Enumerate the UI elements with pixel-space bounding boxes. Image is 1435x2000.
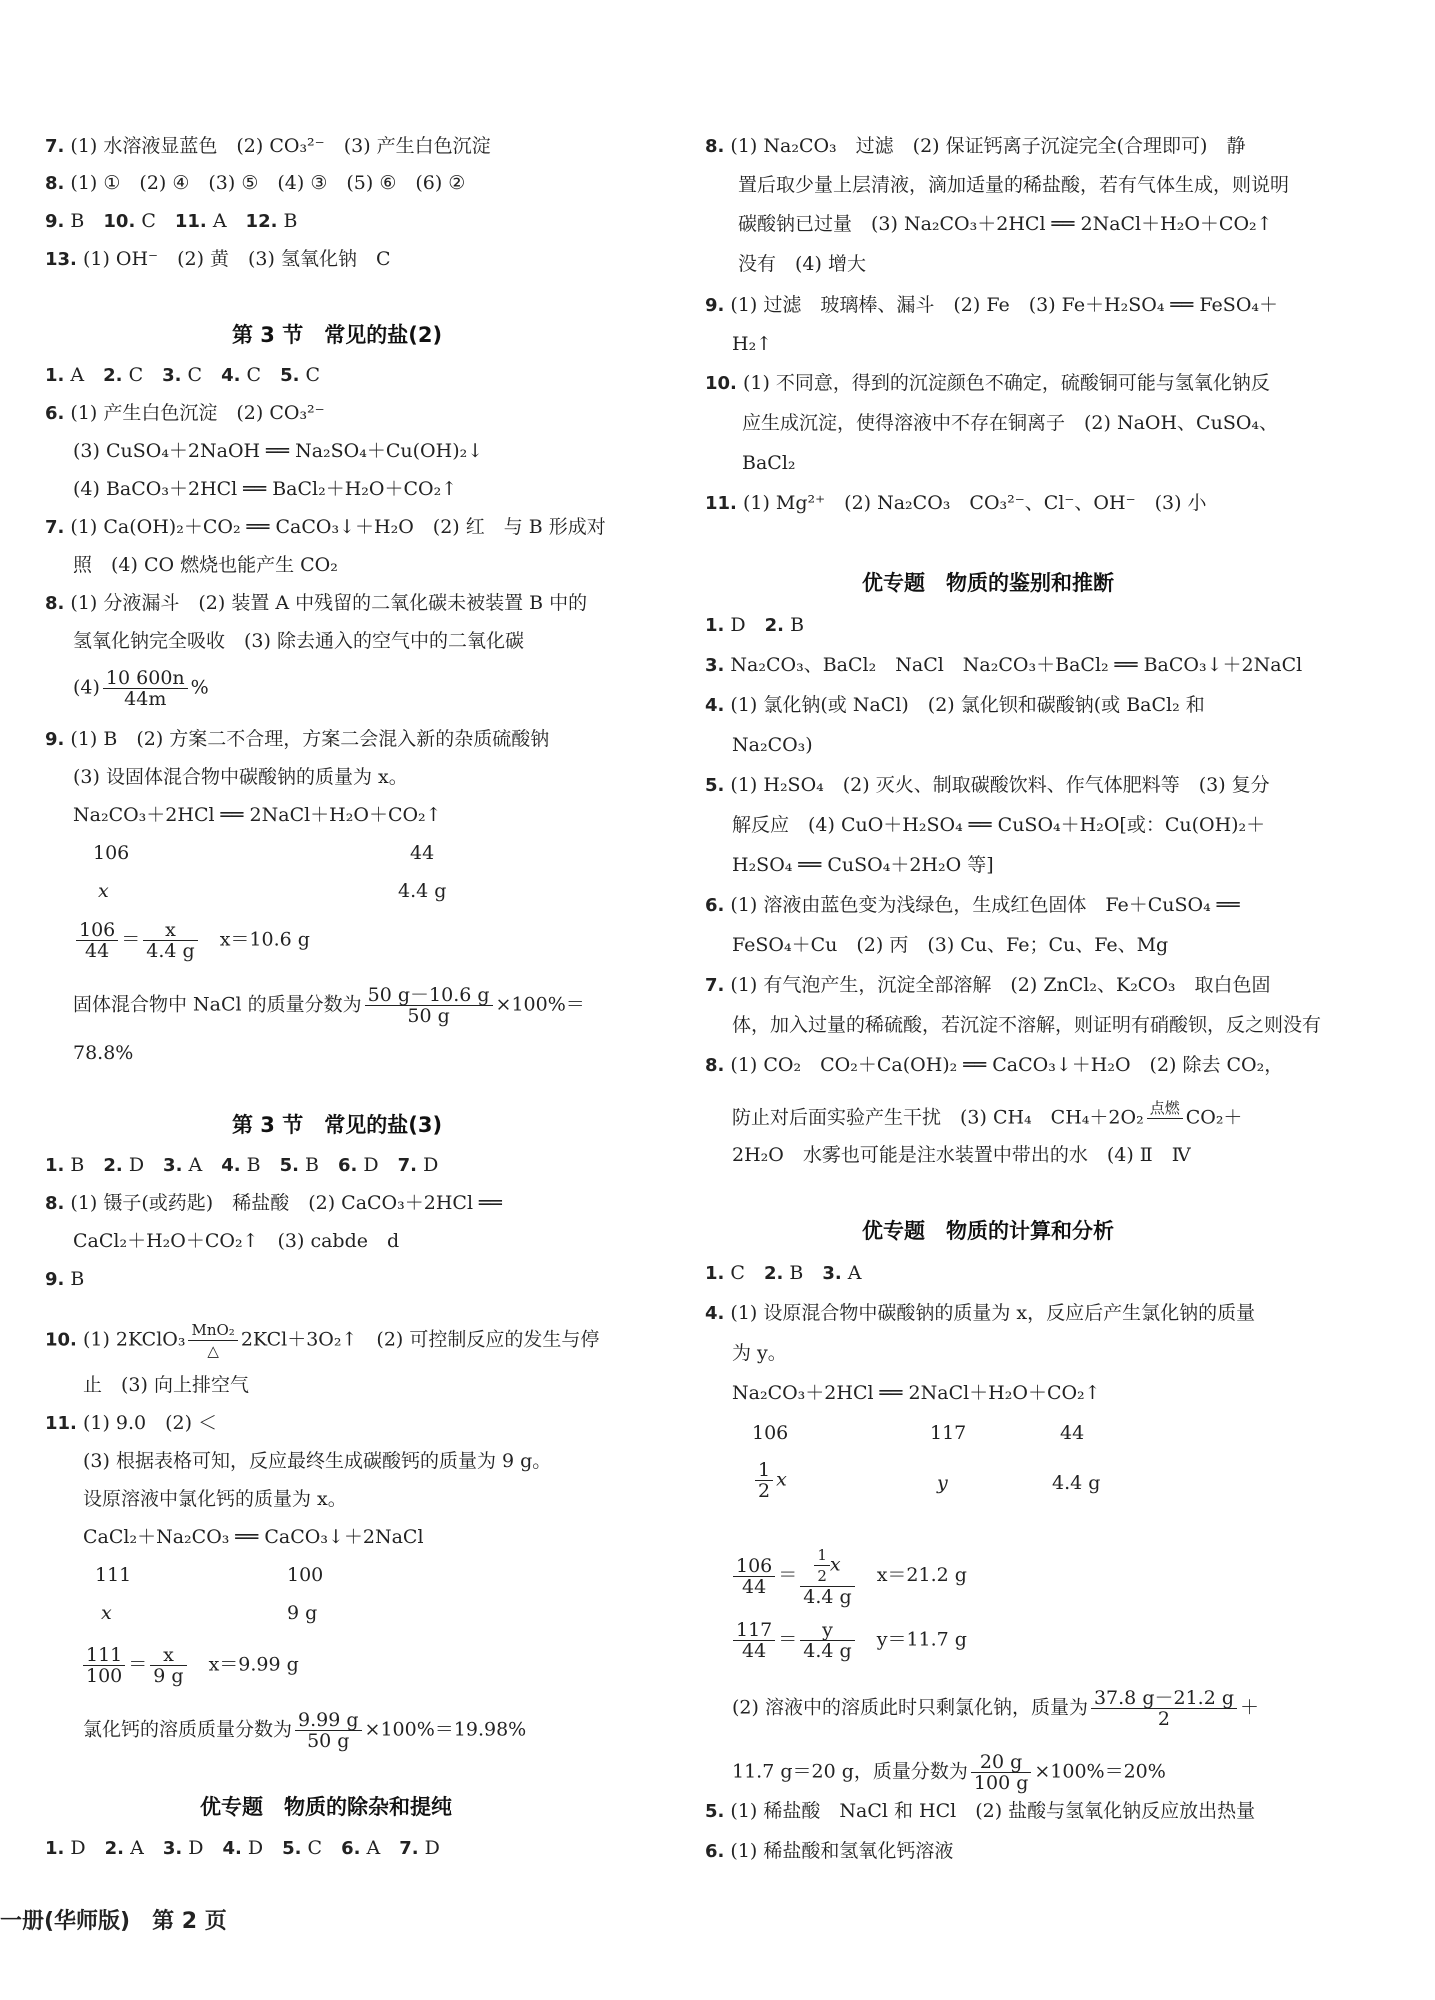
- equation-line: CaCl₂＋Na₂CO₃ ══ CaCO₃↓＋2NaCl: [83, 1526, 424, 1548]
- fraction: $\frac{106}{44}$: [76, 920, 118, 961]
- fraction: $\frac{111}{100}$: [83, 1645, 125, 1686]
- answer-line: 6. (1) 产生白色沉淀 (2) CO₃²⁻: [45, 402, 325, 424]
- answer-line: 11. (1) Mg²⁺ (2) Na₂CO₃ CO₃²⁻、Cl⁻、OH⁻ (3) 小: [705, 492, 1207, 514]
- answer-line: 9. B: [45, 1268, 85, 1290]
- formula-line: 11.7 g＝20 g，质量分数为 $\frac{20 g}{100 g}$ ×100%＝20%: [732, 1751, 1166, 1794]
- ratio-value: 4.4 g: [1052, 1472, 1101, 1494]
- section-heading: 第 3 节 常见的盐(2): [232, 323, 443, 347]
- answer-line: 8. (1) 分液漏斗 (2) 装置 A 中残留的二氧化碳未被装置 B 中的: [45, 592, 588, 614]
- answer-line: 8. (1) ① (2) ④ (3) ⑤ (4) ③ (5) ⑥ (6) ②: [45, 172, 466, 194]
- formula-line: $\frac{106}{44}$ ＝ $\frac{x}{4.4 g}$ x＝10.6 g: [73, 920, 310, 961]
- fraction: $\frac{x}{9 g}$: [150, 1645, 186, 1686]
- formula-line: 固体混合物中 NaCl 的质量分数为 $\frac{50 g-10.6 g}{50 g}$ ×100%＝: [73, 984, 585, 1027]
- answer-line: 碳酸钠已过量 (3) Na₂CO₃＋2HCl ══ 2NaCl＋H₂O＋CO₂↑: [738, 213, 1273, 235]
- answer-line: BaCl₂: [742, 452, 796, 474]
- answer-line: 3. Na₂CO₃、BaCl₂ NaCl Na₂CO₃＋BaCl₂ ══ BaCO₃↓＋2NaCl: [705, 654, 1303, 676]
- answer-line: 7. (1) Ca(OH)₂＋CO₂ ══ CaCO₃↓＋H₂O (2) 红 与 B 形成对: [45, 516, 606, 538]
- equation-line: Na₂CO₃＋2HCl ══ 2NaCl＋H₂O＋CO₂↑: [732, 1382, 1101, 1404]
- ratio-value: y: [937, 1472, 948, 1494]
- section-heading: 优专题 物质的鉴别和推断: [862, 571, 1114, 595]
- ratio-value: 117: [930, 1422, 967, 1444]
- fraction: $\frac{x}{4.4 g}$: [143, 920, 197, 961]
- answer-line: 设原溶液中氯化钙的质量为 x。: [83, 1488, 347, 1510]
- fraction: $\frac{10 600n}{44m}$: [103, 668, 188, 709]
- fraction: $\frac{1}{2}$: [755, 1460, 773, 1501]
- answer-line: 2H₂O 水雾也可能是注水装置中带出的水 (4) Ⅱ Ⅳ: [732, 1144, 1191, 1166]
- answer-line: 氢氧化钠完全吸收 (3) 除去通入的空气中的二氧化碳: [73, 630, 524, 652]
- answer-line: 9. B 10. C 11. A 12. B: [45, 210, 298, 232]
- section-heading: 优专题 物质的计算和分析: [862, 1219, 1114, 1243]
- ratio-value: 44: [1060, 1422, 1085, 1444]
- formula-line: (4) $\frac{10 600n}{44m}$ %: [73, 667, 209, 710]
- ratio-value: x: [101, 1602, 112, 1624]
- answer-line: (3) 设固体混合物中碳酸钠的质量为 x。: [73, 766, 408, 788]
- answer-line: 1. D 2. B: [705, 614, 805, 636]
- answer-line: 8. (1) CO₂ CO₂＋Ca(OH)₂ ══ CaCO₃↓＋H₂O (2) 除去 CO₂，: [705, 1054, 1284, 1076]
- answer-line: 7. (1) 水溶液显蓝色 (2) CO₃²⁻ (3) 产生白色沉淀: [45, 135, 491, 157]
- answer-line: CaCl₂＋H₂O＋CO₂↑ (3) cabde d: [73, 1230, 400, 1252]
- fraction: $\frac{50 g-10.6 g}{50 g}$: [365, 985, 493, 1026]
- answer-line: 1. D 2. A 3. D 4. D 5. C 6. A 7. D: [45, 1837, 440, 1859]
- section-heading: 第 3 节 常见的盐(3): [232, 1113, 443, 1137]
- answer-line: 没有 (4) 增大: [738, 253, 866, 275]
- ratio-value: 4.4 g: [398, 880, 447, 902]
- fraction: $\frac{y}{4.4 g}$: [800, 1620, 854, 1661]
- ratio-value: 44: [410, 842, 435, 864]
- right-column: [700, 0, 1435, 2000]
- answer-line: 4. (1) 设原混合物中碳酸钠的质量为 x，反应后产生氯化钠的质量: [705, 1302, 1256, 1324]
- answer-line: 10. (1) 不同意，得到的沉淀颜色不确定，硫酸铜可能与氢氧化钠反: [705, 372, 1270, 394]
- answer-line: H₂↑: [732, 333, 773, 355]
- formula-line: $\frac{111}{100}$ ＝ $\frac{x}{9 g}$ x＝9.99 g: [80, 1645, 299, 1686]
- answer-line: 1. C 2. B 3. A: [705, 1262, 862, 1284]
- answer-line: Na₂CO₃): [732, 734, 813, 756]
- answer-line: 78.8%: [73, 1042, 134, 1064]
- fraction: $\frac{9.99 g}{50 g}$: [295, 1710, 362, 1751]
- equation-line: (3) CuSO₄＋2NaOH ══ Na₂SO₄＋Cu(OH)₂↓: [73, 440, 484, 462]
- fraction: $\frac{37.8 g-21.2 g}{2}$: [1091, 1688, 1237, 1729]
- answer-line: 解反应 (4) CuO＋H₂SO₄ ══ CuSO₄＋H₂O[或：Cu(OH)₂＋: [732, 814, 1266, 836]
- answer-line: 4. (1) 氯化钠(或 NaCl) (2) 氯化钡和碳酸钠(或 BaCl₂ 和: [705, 694, 1205, 716]
- fraction: $\frac{1}{2}$ x 4.4 g: [800, 1545, 854, 1607]
- ratio-value: 111: [95, 1564, 132, 1586]
- answer-line: 10. (1) 2KClO₃ $\frac{\text{MnO₂}}{\triangle}$ 2KCl＋3O₂↑ (2) 可控制反应的发生与停: [45, 1321, 600, 1360]
- equation-line: (4) BaCO₃＋2HCl ══ BaCl₂＋H₂O＋CO₂↑: [73, 478, 458, 500]
- fraction: $\frac{20 g}{100 g}$: [971, 1752, 1031, 1793]
- answer-line: H₂SO₄ ══ CuSO₄＋2H₂O 等]: [732, 854, 994, 876]
- fraction: $\frac{106}{44}$: [733, 1556, 775, 1597]
- ratio-value: $\frac{1}{2}$ x: [752, 1460, 787, 1501]
- answer-line: 7. (1) 有气泡产生，沉淀全部溶解 (2) ZnCl₂、K₂CO₃ 取白色固: [705, 974, 1271, 996]
- answer-line: 6. (1) 溶液由蓝色变为浅绿色，生成红色固体 Fe＋CuSO₄ ══: [705, 894, 1240, 916]
- answer-line: 体，加入过量的稀硫酸，若沉淀不溶解，则证明有硝酸钡，反之则没有: [732, 1014, 1322, 1036]
- formula-line: 氯化钙的溶质质量分数为 $\frac{9.99 g}{50 g}$ ×100%＝19.98%: [83, 1709, 527, 1752]
- answer-line: 8. (1) Na₂CO₃ 过滤 (2) 保证钙离子沉淀完全(合理即可) 静: [705, 135, 1246, 157]
- answer-line: (3) 根据表格可知，反应最终生成碳酸钙的质量为 9 g。: [83, 1450, 552, 1472]
- reaction-condition: 点燃: [1147, 1098, 1183, 1139]
- ratio-value: 106: [93, 842, 130, 864]
- page-footer: 一册(华师版) 第 2 页: [0, 1909, 227, 1934]
- answer-line: 6. (1) 稀盐酸和氢氧化钙溶液: [705, 1840, 954, 1862]
- formula-line: $\frac{106}{44}$ ＝ $\frac{1}{2}$ x 4.4 g x＝21.2 g: [730, 1545, 967, 1607]
- answer-line: 8. (1) 镊子(或药匙) 稀盐酸 (2) CaCO₃＋2HCl ══: [45, 1192, 502, 1214]
- ratio-value: 9 g: [287, 1602, 318, 1624]
- answer-line: FeSO₄＋Cu (2) 丙 (3) Cu、Fe；Cu、Fe、Mg: [732, 934, 1169, 956]
- answer-line: 9. (1) 过滤 玻璃棒、漏斗 (2) Fe (3) Fe＋H₂SO₄ ══ FeSO₄＋: [705, 294, 1279, 316]
- answer-line: 应生成沉淀，使得溶液中不存在铜离子 (2) NaOH、CuSO₄、: [742, 412, 1279, 434]
- answer-line: 1. A 2. C 3. C 4. C 5. C: [45, 364, 321, 386]
- ratio-value: x: [98, 880, 109, 902]
- answer-line: 13. (1) OH⁻ (2) 黄 (3) 氢氧化钠 C: [45, 248, 391, 270]
- answer-line: 为 y。: [732, 1342, 787, 1364]
- answer-line: 止 (3) 向上排空气: [83, 1374, 249, 1396]
- answer-line: 照 (4) CO 燃烧也能产生 CO₂: [73, 554, 338, 576]
- answer-line: 1. B 2. D 3. A 4. B 5. B 6. D 7. D: [45, 1154, 439, 1176]
- answer-line: 5. (1) 稀盐酸 NaCl 和 HCl (2) 盐酸与氢氧化钠反应放出热量: [705, 1800, 1256, 1822]
- formula-line: $\frac{117}{44}$ ＝ $\frac{y}{4.4 g}$ y＝11.7 g: [730, 1620, 967, 1661]
- formula-line: (2) 溶液中的溶质此时只剩氯化钠，质量为 $\frac{37.8 g-21.2 g}{2}$ ＋: [732, 1687, 1259, 1730]
- answer-line: 置后取少量上层清液，滴加适量的稀盐酸，若有气体生成，则说明: [738, 174, 1290, 196]
- equation-line: Na₂CO₃＋2HCl ══ 2NaCl＋H₂O＋CO₂↑: [73, 804, 442, 826]
- ratio-value: 100: [287, 1564, 324, 1586]
- left-column: [0, 0, 680, 2000]
- ratio-value: 106: [752, 1422, 789, 1444]
- reaction-condition: $\frac{\text{MnO₂}}{\triangle}$: [188, 1320, 237, 1361]
- answer-line: 防止对后面实验产生干扰 (3) CH₄ CH₄＋2O₂ 点燃 CO₂＋: [732, 1098, 1242, 1139]
- section-heading: 优专题 物质的除杂和提纯: [200, 1795, 452, 1819]
- answer-line: 5. (1) H₂SO₄ (2) 灭火、制取碳酸饮料、作气体肥料等 (3) 复分: [705, 774, 1270, 796]
- answer-line: 9. (1) B (2) 方案二不合理，方案二会混入新的杂质硫酸钠: [45, 728, 550, 750]
- answer-line: 11. (1) 9.0 (2) ＜: [45, 1412, 218, 1434]
- fraction: $\frac{117}{44}$: [733, 1620, 775, 1661]
